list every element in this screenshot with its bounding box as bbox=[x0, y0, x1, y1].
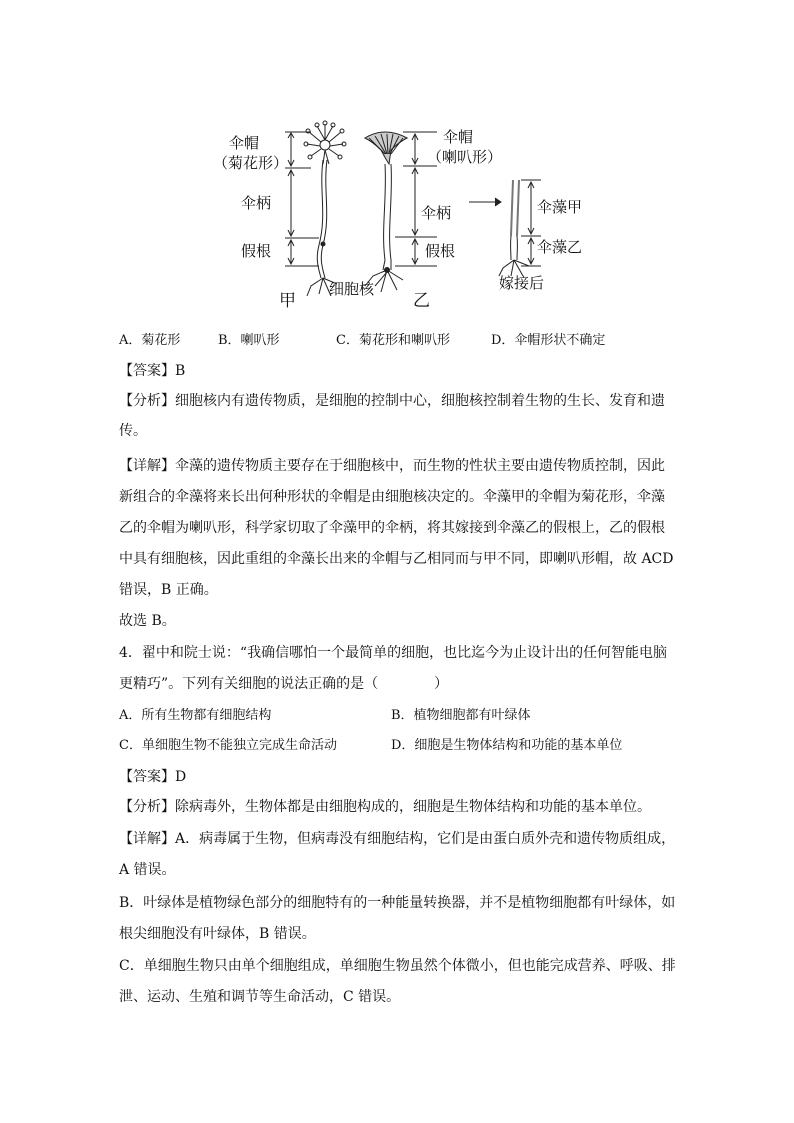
q4-detail-c-line-1: C．单细胞生物只由单个细胞组成，单细胞生物虽然个体微小，但也能完成营养、呼吸、排 bbox=[119, 958, 676, 974]
q3-detail-line-4: 中具有细胞核，因此重组的伞藻长出来的伞帽与乙相同而与甲不同，即喇叭形帽，故 ACD bbox=[119, 551, 674, 567]
organism-name-yi: 乙 bbox=[413, 291, 430, 311]
graft-bottom-label: 伞藻乙 bbox=[537, 238, 583, 256]
q3-option-c: C．菊花形和喇叭形 bbox=[336, 333, 450, 348]
q3-detail-line-5: 错误，B 正确。 bbox=[119, 582, 218, 598]
q4-option-c: C．单细胞生物不能独立完成生命活动 bbox=[119, 738, 337, 753]
stalk-label-jia: 伞柄 bbox=[241, 194, 272, 212]
q3-analysis-line-2: 传。 bbox=[119, 423, 147, 439]
q4-option-b: B．植物细胞都有叶绿体 bbox=[391, 708, 531, 723]
cap-label-jia: 伞帽 bbox=[229, 134, 260, 152]
q3-detail-line-1: 【详解】伞藻的遗传物质主要存在于细胞核中，而生物的性状主要由遗传物质控制，因此 bbox=[119, 458, 665, 474]
q4-detail-b-line-2: 根尖细胞没有叶绿体，B 错误。 bbox=[119, 926, 316, 942]
q4-detail-b-line-1: B．叶绿体是植物绿色部分的细胞特有的一种能量转换器，并不是植物细胞都有叶绿体，如 bbox=[119, 895, 676, 911]
q4-detail-a-line-1: 【详解】A．病毒属于生物，但病毒没有细胞结构，它们是由蛋白质外壳和遗传物质组成， bbox=[119, 831, 676, 847]
q3-option-b: B．喇叭形 bbox=[218, 333, 280, 348]
q4-stem-line-1: 4．翟中和院士说：“我确信哪怕一个最简单的细胞，也比迄今为止设计出的任何智能电脑 bbox=[119, 645, 668, 661]
q4-analysis: 【分析】除病毒外，生物体都是由细胞构成的，细胞是生物体结构和功能的基本单位。 bbox=[119, 799, 651, 815]
q3-detail-line-3: 乙的伞帽为喇叭形，科学家切取了伞藻甲的伞柄，将其嫁接到伞藻乙的假根上，乙的假根 bbox=[119, 520, 665, 536]
cap-shape-label-yi: （喇叭形） bbox=[427, 148, 503, 166]
cap-shape-label-jia: （菊花形） bbox=[213, 154, 289, 172]
q3-option-a: A．菊花形 bbox=[119, 333, 181, 348]
acetabularia-figure bbox=[215, 120, 595, 320]
q4-detail-a-line-2: A 错误。 bbox=[119, 862, 176, 878]
q3-analysis-line-1: 【分析】细胞核内有遗传物质，是细胞的控制中心，细胞核控制着生物的生长、发育和遗 bbox=[119, 393, 665, 409]
q4-detail-c-line-2: 泄、运动、生殖和调节等生命活动，C 错误。 bbox=[119, 989, 401, 1005]
organism-name-jia: 甲 bbox=[279, 291, 296, 311]
stalk-label-yi: 伞柄 bbox=[421, 204, 452, 222]
q4-stem-line-2: 更精巧”。下列有关细胞的说法正确的是（ ） bbox=[119, 676, 449, 692]
q3-answer: 【答案】B bbox=[119, 363, 186, 379]
graft-top-label: 伞藻甲 bbox=[537, 198, 583, 216]
q4-option-a: A．所有生物都有细胞结构 bbox=[119, 708, 272, 723]
rhizoid-label-jia: 假根 bbox=[241, 242, 272, 260]
rhizoid-label-yi: 假根 bbox=[425, 242, 456, 260]
alga-jia-drawing bbox=[304, 121, 346, 296]
q4-option-d: D．细胞是生物体结构和功能的基本单位 bbox=[391, 738, 623, 753]
graft-caption: 嫁接后 bbox=[499, 274, 545, 292]
alga-yi-drawing bbox=[365, 132, 407, 292]
cap-label-yi: 伞帽 bbox=[443, 128, 474, 146]
q3-option-d: D．伞帽形状不确定 bbox=[491, 333, 606, 348]
nucleus-label: 细胞核 bbox=[329, 280, 375, 298]
q4-answer: 【答案】D bbox=[119, 769, 187, 785]
jia-dimension-arrows bbox=[285, 132, 319, 266]
grafted-alga-drawing bbox=[469, 180, 541, 276]
q3-conclusion: 故选 B。 bbox=[119, 613, 176, 629]
q3-detail-line-2: 新组合的伞藻将来长出何种形状的伞帽是由细胞核决定的。伞藻甲的伞帽为菊花形，伞藻 bbox=[119, 489, 665, 505]
